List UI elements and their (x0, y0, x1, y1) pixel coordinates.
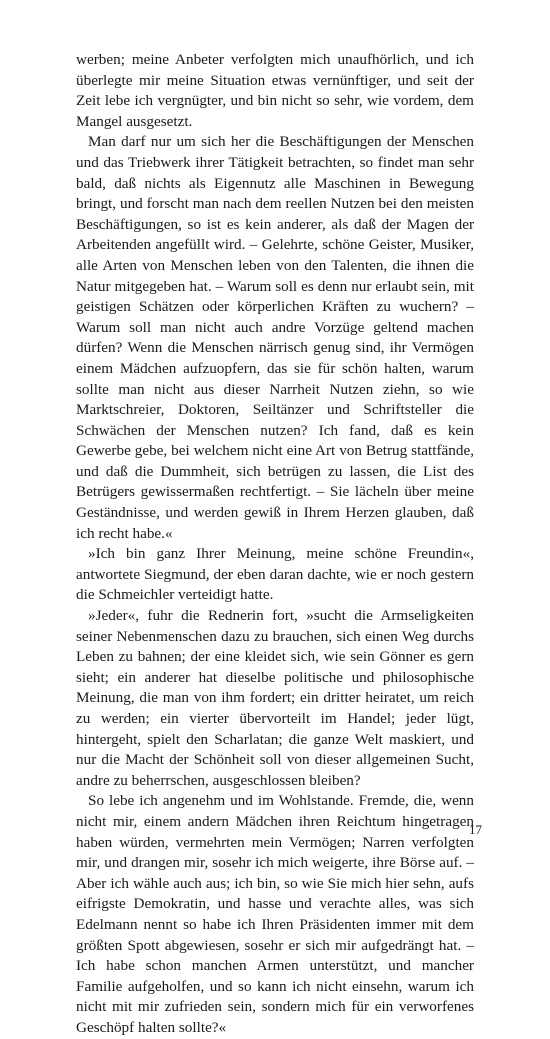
paragraph-1: werben; meine Anbeter verfolgten mich unaufhörlich, und ich überlegte mir meine Situation etwas vernünftiger, und seit der Zeit lebe ich vergnügter, und bin nicht so sehr, wie vordem, dem Mangel ausgesetzt. (76, 51, 474, 130)
page-number: 17 (469, 822, 482, 837)
paragraph-3: »Ich bin ganz Ihrer Meinung, meine schöne Freundin«, antwortete Siegmund, der eben daran dachte, wie er noch gestern die Schmeichler verteidigt hatte. (76, 545, 474, 604)
paragraph-4: »Jeder«, fuhr die Rednerin fort, »sucht die Armseligkeiten seiner Nebenmenschen dazu zu brauchen, sich einen Weg durchs Leben zu bahnen; der eine kleidet sich, wie sein Gönner es gern sieht; ein anderer hat dieselbe politische und philosophische Meinung, die man von ihm fordert; ein dritter heiratet, um reich zu werden; ein vierter übervorteilt im Handel; jeder lügt, hintergeht, spielt den Scharlatan; die ganze Welt maskiert, und nur die Macht der Schönheit soll von dieser allgemeinen Sucht, andre zu beherrschen, ausgeschlossen bleiben? (76, 607, 474, 789)
paragraph-5: So lebe ich angenehm und im Wohlstande. Fremde, die, wenn nicht mir, einem andern Mädchen ihren Reichtum hingetragen haben würden, vermehrten mein Vermögen; Narren verfolgten mir, und drangen mir, sosehr ich mich weigerte, ihre Börse auf. – Aber ich wähle auch aus; ich bin, so wie Sie mich hier sehn, aufs eifrigste Demokratin, und hasse und verachte alles, was sich Edelmann nennt so habe ich Ihren Präsidenten immer mit dem größten Spott abgewiesen, sosehr er sich mir aufgedrängt hat. – Ich habe schon manchen Armen unterstützt, und mancher Familie aufgeholfen, und so kann ich nicht einsehn, warum ich nicht mit mir zufrieden sein, sondern mich für ein verworfenes Geschöpf halten sollte?« (76, 792, 474, 1036)
paragraph-2: Man darf nur um sich her die Beschäftigungen der Menschen und das Triebwerk ihrer Tätigkeit betrachten, so findet man sehr bald, daß nichts als Eigennutz alle Maschinen in Bewegung bringt, und forscht man nach dem reellen Nutzen bei den meisten Beschäftigungen, so ist es kein anderer, als daß der Magen der Arbeitenden angefüllt wird. – Gelehrte, schöne Geister, Musiker, alle Arten von Menschen leben von den Talenten, die ihnen die Natur mitgegeben hat. – Warum soll es denn nur erlaubt sein, mit geistigen Schätzen oder körperlichen Kräften zu wuchern? – Warum soll man nicht auch andre Vorzüge geltend machen dürfen? Wenn die Menschen närrisch genug sind, ihr Vermögen einem Mädchen aufzuopfern, das sie für schön halten, warum sollte man nicht aus dieser Narrheit Nutzen ziehn, so wie Marktschreier, Doktoren, Seiltänzer und Schriftsteller die Schwächen der Menschen nutzen? Ich fand, daß es kein Gewerbe gebe, bei welchem nicht eine Art von Betrug stattfände, und daß die Dummheit, sich betrügen zu lassen, die List des Betrügers gewissermaßen rechtfertigt. – Sie lächeln über meine Geständnisse, und werden gewiß in Ihrem Herzen glauben, daß ich recht habe.« (76, 133, 474, 542)
body-text (76, 50, 474, 1039)
